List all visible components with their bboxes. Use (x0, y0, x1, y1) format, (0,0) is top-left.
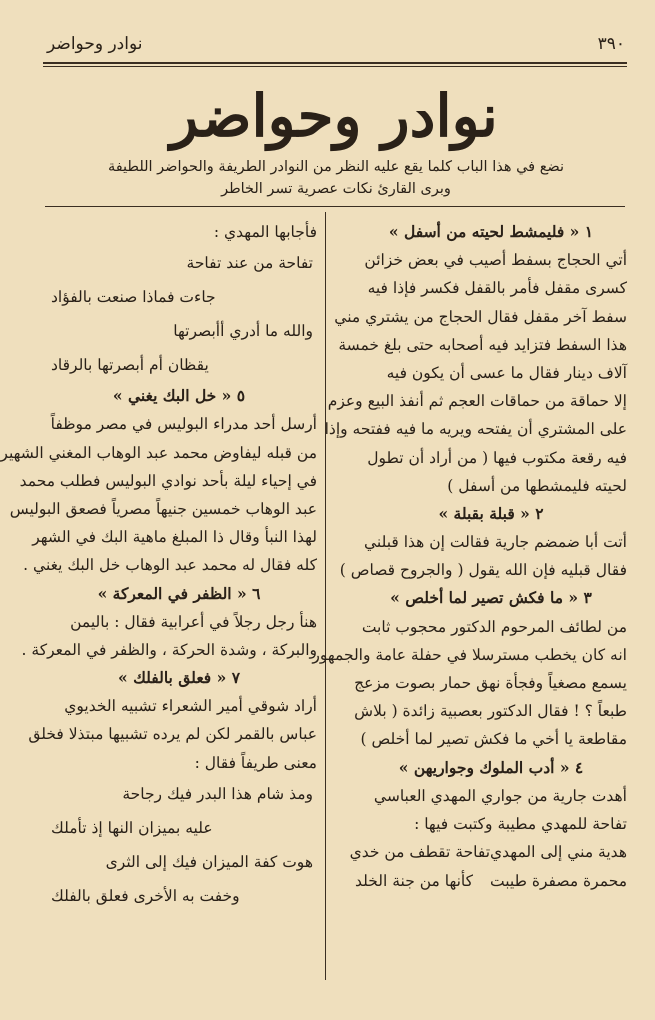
anecdote-heading: ٦ « الظفر في المعركة » (97, 583, 261, 603)
text-line: معنى طريفاً فقال : (194, 753, 317, 772)
text-line: أهدت جارية من جواري المهدي العباسي (373, 786, 627, 805)
anecdote-heading: ٤ « أدب الملوك وجواريهن » (398, 757, 584, 777)
text-line: فيه رقعة مكتوب فيها ( من أراد أن تطول (367, 448, 627, 467)
text-line: فقال قبليه فإن الله يقول ( والجروح قصاص ) (339, 561, 627, 580)
text-line: أتت أبا ضمضم جارية فقالت إن هذا قبلني (363, 533, 627, 552)
text-line: لحيته فليمشطها من أسفل ) (447, 476, 627, 495)
verse-second-hemistich: جاءت فماذا صنعت بالفؤاد (51, 288, 216, 307)
verse-first-hemistich: محمرة مصفرة طيبت (490, 872, 627, 891)
anecdote-heading: ٥ « خل البك يغني » (112, 386, 246, 406)
verse-second-hemistich: يقظان أم أبصرتها بالرقاد (51, 356, 209, 375)
verse-second-hemistich: وخفت به الأخرى فعلق بالفلك (51, 886, 240, 905)
header-rule-thin (43, 66, 627, 67)
text-line: كله فقال له محمد عبد الوهاب خل البك يغني . (23, 556, 317, 575)
anecdote-heading: ٢ « قبلة بقبلة » (438, 503, 544, 523)
text-line: كسرى مقفل فأمر بالقفل فكسر فإذا فيه (367, 279, 627, 298)
text-line: عباس بالقمر لكن لم يرده تشبيها مبتذلا فخلق (28, 725, 317, 744)
section-intro (83, 156, 589, 200)
text-line: آلاف دينار فقال ما عسى أن يكون فيه (386, 363, 627, 382)
running-title: نوادر وحواضر (47, 34, 143, 54)
intro-line: نضع في هذا الباب كلما يقع عليه النظر من النوادر الطريفة والحواضر اللطيفة (107, 159, 565, 175)
text-line: أرسل أحد مدراء البوليس في مصر موظفاً (50, 415, 317, 434)
verse-first-hemistich: هوت كفة الميزان فيك إلى الثرى (105, 852, 313, 871)
section-title: نوادر وحواضر (170, 82, 498, 150)
text-line: من قبله ليفاوض محمد عبد الوهاب المغني الشهير (0, 443, 317, 462)
text-line: يسمع مصغياً وفجأة نهق حمار بصوت مزعج (354, 674, 627, 692)
poem-verse (355, 867, 627, 896)
column-rule (325, 212, 326, 980)
poem-verse (349, 838, 627, 867)
intro-line: وبرى القارئ نكات عصرية تسر الخاطر (221, 181, 451, 197)
intro-divider (45, 206, 625, 207)
text-line: من لطائف المرحوم الدكتور محجوب ثابت (361, 617, 627, 636)
running-head (47, 30, 625, 58)
verse-second-hemistich: تفاحة تقطف من خدي (349, 843, 491, 862)
verse-first-hemistich: والله ما أدري أأبصرتها (173, 322, 313, 341)
page-number: ٣٩٠ (597, 34, 625, 54)
text-line: لهذا النبأ وقال ذا المبلغ ماهية البك في الشهر (32, 528, 317, 547)
left-column (0, 218, 317, 913)
header-rule (43, 62, 627, 64)
text-line: إلا حماقة من حماقات العجم ثم أنفذ البيع وعزم (327, 392, 627, 411)
anecdote-heading: ٣ « ما فكش تصير لما أخلص » (390, 588, 592, 608)
verse-first-hemistich: ومذ شام هذا البدر فيك رجاحة (122, 784, 313, 803)
text-line: طبعاً ؟ ! فقال الدكتور بعصبية زائدة ( بلاش (354, 702, 627, 721)
anecdote-heading: ٧ « فعلق بالفلك » (117, 668, 241, 688)
text-line: فأجابها المهدي : (213, 223, 317, 241)
text-line: مقاطعة يا أخي ما فكش تصير لما أخلص ) (360, 730, 627, 749)
text-line: في إحياء ليلة بأحد نوادي البوليس فطلب محمد (19, 471, 317, 490)
verse-second-hemistich: عليه بميزان النها إذ تأملك (51, 818, 213, 837)
text-line: سفط آخر مقفل فقال الحجاج من يشتري مني (334, 307, 627, 326)
text-line: والبركة ، وشدة الحركة ، والظفر في المعركة . (21, 640, 317, 659)
verse-second-hemistich: كأنها من جنة الخلد (355, 872, 474, 891)
text-line: أتي الحجاج بسفط أصيب في بعض خزائن (364, 251, 627, 270)
verse-first-hemistich: هدية مني إلى المهدي (490, 843, 627, 862)
right-column (312, 218, 627, 896)
verse-first-hemistich: تفاحة من عند تفاحة (186, 254, 313, 273)
anecdote-heading: ١ « فليمشط لحيته من أسفل » (388, 222, 594, 241)
text-line: عبد الوهاب خمسين جنيهاً مصرياً فصعق البوليس (9, 499, 317, 518)
text-line: تفاحة للمهدي مطيبة وكتبت فيها : (414, 814, 627, 833)
text-line: على المشتري أن يفتحه ويريه ما فيه ففتحه وإذا (324, 420, 627, 439)
text-line: انه كان يخطب مسترسلا في حفلة عامة والجمهور (312, 645, 627, 664)
text-line: أراد شوقي أمير الشعراء تشبيه الخديوي (64, 697, 317, 716)
text-line: هنأ رجل رجلاً في أعرابية فقال : باليمن (70, 612, 317, 631)
text-line: هذا السفط فتزايد فيه أصحابه حتى بلغ خمسة (338, 335, 627, 354)
